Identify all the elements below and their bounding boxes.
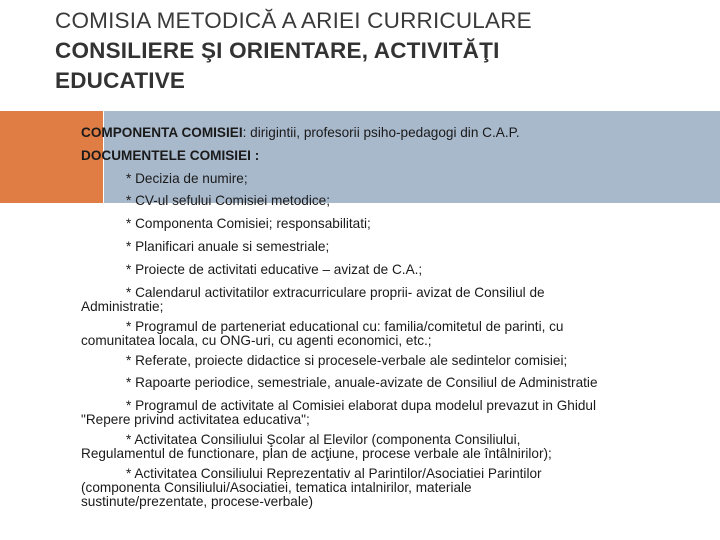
documente-heading: DOCUMENTELE COMISIEI : <box>81 147 260 163</box>
list-item <box>81 399 687 427</box>
list-item <box>81 433 687 461</box>
list-item: * Proiecte de activitati educative – avizat de C.A.; <box>126 261 423 277</box>
list-item: * CV-ul sefului Comisiei metodice; <box>126 193 330 209</box>
title-line-3: EDUCATIVE <box>55 68 186 93</box>
list-item: * Componenta Comisiei; responsabilitati; <box>126 216 371 232</box>
componenta-text: : dirigintii, profesorii psiho-pedagogi din C.A.P. <box>242 125 520 140</box>
list-item-text: * Activitatea Consiliului Şcolar al Elevilor (componenta Consiliului, <box>126 432 521 448</box>
list-item: * Decizia de numire; <box>126 170 248 186</box>
list-item-text: * Programul de activitate al Comisiei elaborat dupa modelul prevazut in Ghidul <box>126 398 596 414</box>
list-item-text: * Programul de parteneriat educational cu: familia/comitetul de parinti, cu <box>126 318 564 334</box>
list-item: * Planificari anuale si semestriale; <box>126 238 330 254</box>
list-item <box>81 467 687 509</box>
componenta-line <box>81 126 687 140</box>
list-item <box>81 320 687 348</box>
list-item-text: sustinute/prezentate, procese-verbale) <box>81 494 313 510</box>
slide-body <box>81 126 687 511</box>
list-item <box>81 286 687 314</box>
list-item-text: * Activitatea Consiliului Reprezentativ al Parintilor/Asociatiei Parintilor <box>126 466 542 482</box>
list-item-text: "Repere privind activitatea educativa"; <box>81 412 310 428</box>
list-item: * Rapoarte periodice, semestriale, anuale-avizate de Consiliul de Administratie <box>126 375 598 391</box>
componenta-label: COMPONENTA COMISIEI <box>81 125 243 140</box>
list-item-text: (componenta Consiliului/Asociatiei, tematica intalnirilor, materiale <box>81 480 472 496</box>
title-line-2: CONSILIERE ŞI ORIENTARE, ACTIVITĂŢI <box>55 38 500 63</box>
list-item-text: comunitatea locala, cu ONG-uri, cu agenti economici, etc.; <box>81 332 432 348</box>
list-item: * Referate, proiecte didactice si procesele-verbale ale sedintelor comisiei; <box>126 352 568 368</box>
list-item-text: * Calendarul activitatilor extracurriculare proprii- avizat de Consiliul de <box>126 284 545 300</box>
title-line-1: COMISIA METODICĂ A ARIEI CURRICULARE <box>55 8 532 33</box>
list-item-text: Administratie; <box>81 298 164 314</box>
list-item-text: Regulamentul de functionare, plan de acţiune, procese verbale ale întâlnirilor); <box>81 446 552 462</box>
slide-title <box>55 6 715 96</box>
